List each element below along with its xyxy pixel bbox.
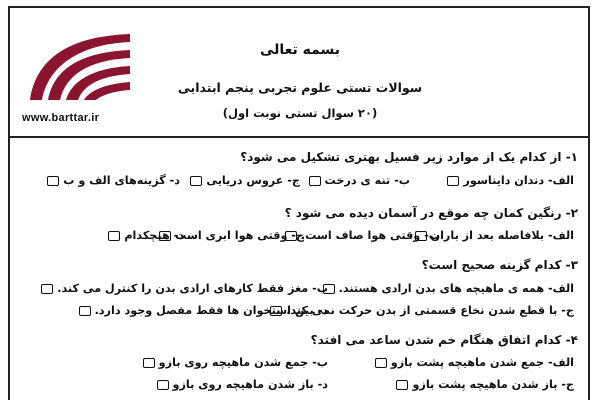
q1-option-a-label: الف- دندان دایناسور xyxy=(463,174,574,187)
checkbox-icon[interactable] xyxy=(157,380,169,390)
q3-option-b[interactable] xyxy=(41,282,328,295)
q3-option-d-label: د- بین استخوان ها فقط مفصل وجود دارد. xyxy=(94,304,328,317)
question-4: ۴- کدام اتفاق هنگام خم شدن ساعد می افتد؟ xyxy=(310,333,578,347)
checkbox-icon[interactable] xyxy=(190,176,202,186)
q2-option-c-label: ج- وقتی هوا ابری است xyxy=(175,229,304,242)
q1-option-b[interactable] xyxy=(309,174,410,187)
checkbox-icon[interactable] xyxy=(41,284,53,294)
website-url: www.barttar.ir xyxy=(22,112,100,124)
q4-option-a[interactable] xyxy=(375,356,574,369)
q1-option-d-label: د- گزینه‌های الف و ب xyxy=(63,174,180,187)
q3-option-b-label: ب- مغز فقط کارهای ارادی بدن را کنترل می کند. xyxy=(57,282,328,295)
q4-option-c[interactable] xyxy=(396,378,574,391)
checkbox-icon[interactable] xyxy=(447,176,459,186)
question-2: ۲- رنگین کمان چه موقع در آسمان دیده می شود ؟ xyxy=(284,206,578,220)
q1-option-d[interactable] xyxy=(47,174,180,187)
page-note: (۲۰ سوال تستی نوبت اول) xyxy=(222,106,378,120)
q4-option-c-label: ج- باز شدن ماهیچه پشت بازو xyxy=(412,378,574,391)
q2-option-b-label: ب- وقتی هوا صاف است. xyxy=(300,229,440,242)
page-subtitle: سوالات تستی علوم تجربی پنجم ابتدایی xyxy=(177,80,423,95)
q1-option-c[interactable] xyxy=(190,174,300,187)
q1-option-b-label: ب- تنه ی درخت xyxy=(324,174,410,187)
page-title: بسمه تعالی xyxy=(259,42,341,58)
q2-option-b[interactable] xyxy=(285,229,440,242)
q4-option-b-label: ب- جمع شدن ماهیچه روی بازو xyxy=(158,356,328,369)
question-1: ۱- از کدام یک از موارد زیر فسیل بهتری تشکیل می شود؟ xyxy=(240,150,578,164)
question-3: ۳- کدام گزینه صحیح است؟ xyxy=(421,258,578,272)
checkbox-icon[interactable] xyxy=(108,231,120,241)
q1-option-c-label: ج- عروس دریایی xyxy=(206,174,300,187)
checkbox-icon[interactable] xyxy=(309,176,321,186)
checkbox-icon[interactable] xyxy=(143,358,155,368)
q2-option-d-label: د- هیچکدام xyxy=(124,229,184,242)
q4-option-d-label: د- باز شدن ماهیچه روی بازو xyxy=(172,378,328,391)
checkbox-icon[interactable] xyxy=(396,380,408,390)
checkbox-icon[interactable] xyxy=(47,176,59,186)
q3-option-a[interactable] xyxy=(323,282,574,295)
q4-option-b[interactable] xyxy=(143,356,328,369)
q1-option-a[interactable] xyxy=(447,174,574,187)
q4-option-a-label: الف- جمع شدن ماهیچه پشت بازو xyxy=(390,356,574,369)
q4-option-d[interactable] xyxy=(157,378,328,391)
checkbox-icon[interactable] xyxy=(375,358,387,368)
q3-option-c-label: ج- با قطع شدن نخاع قسمتی از بدن حرکت نمی کند. xyxy=(286,304,574,317)
q2-option-a-label: الف- بلافاصله بعد از باران xyxy=(430,229,574,242)
q2-option-d[interactable] xyxy=(108,229,184,242)
q3-option-a-label: الف- همه ی ماهیچه های بدن ارادی هستند. xyxy=(338,282,574,295)
q3-option-d[interactable] xyxy=(79,304,328,317)
checkbox-icon[interactable] xyxy=(79,306,91,316)
